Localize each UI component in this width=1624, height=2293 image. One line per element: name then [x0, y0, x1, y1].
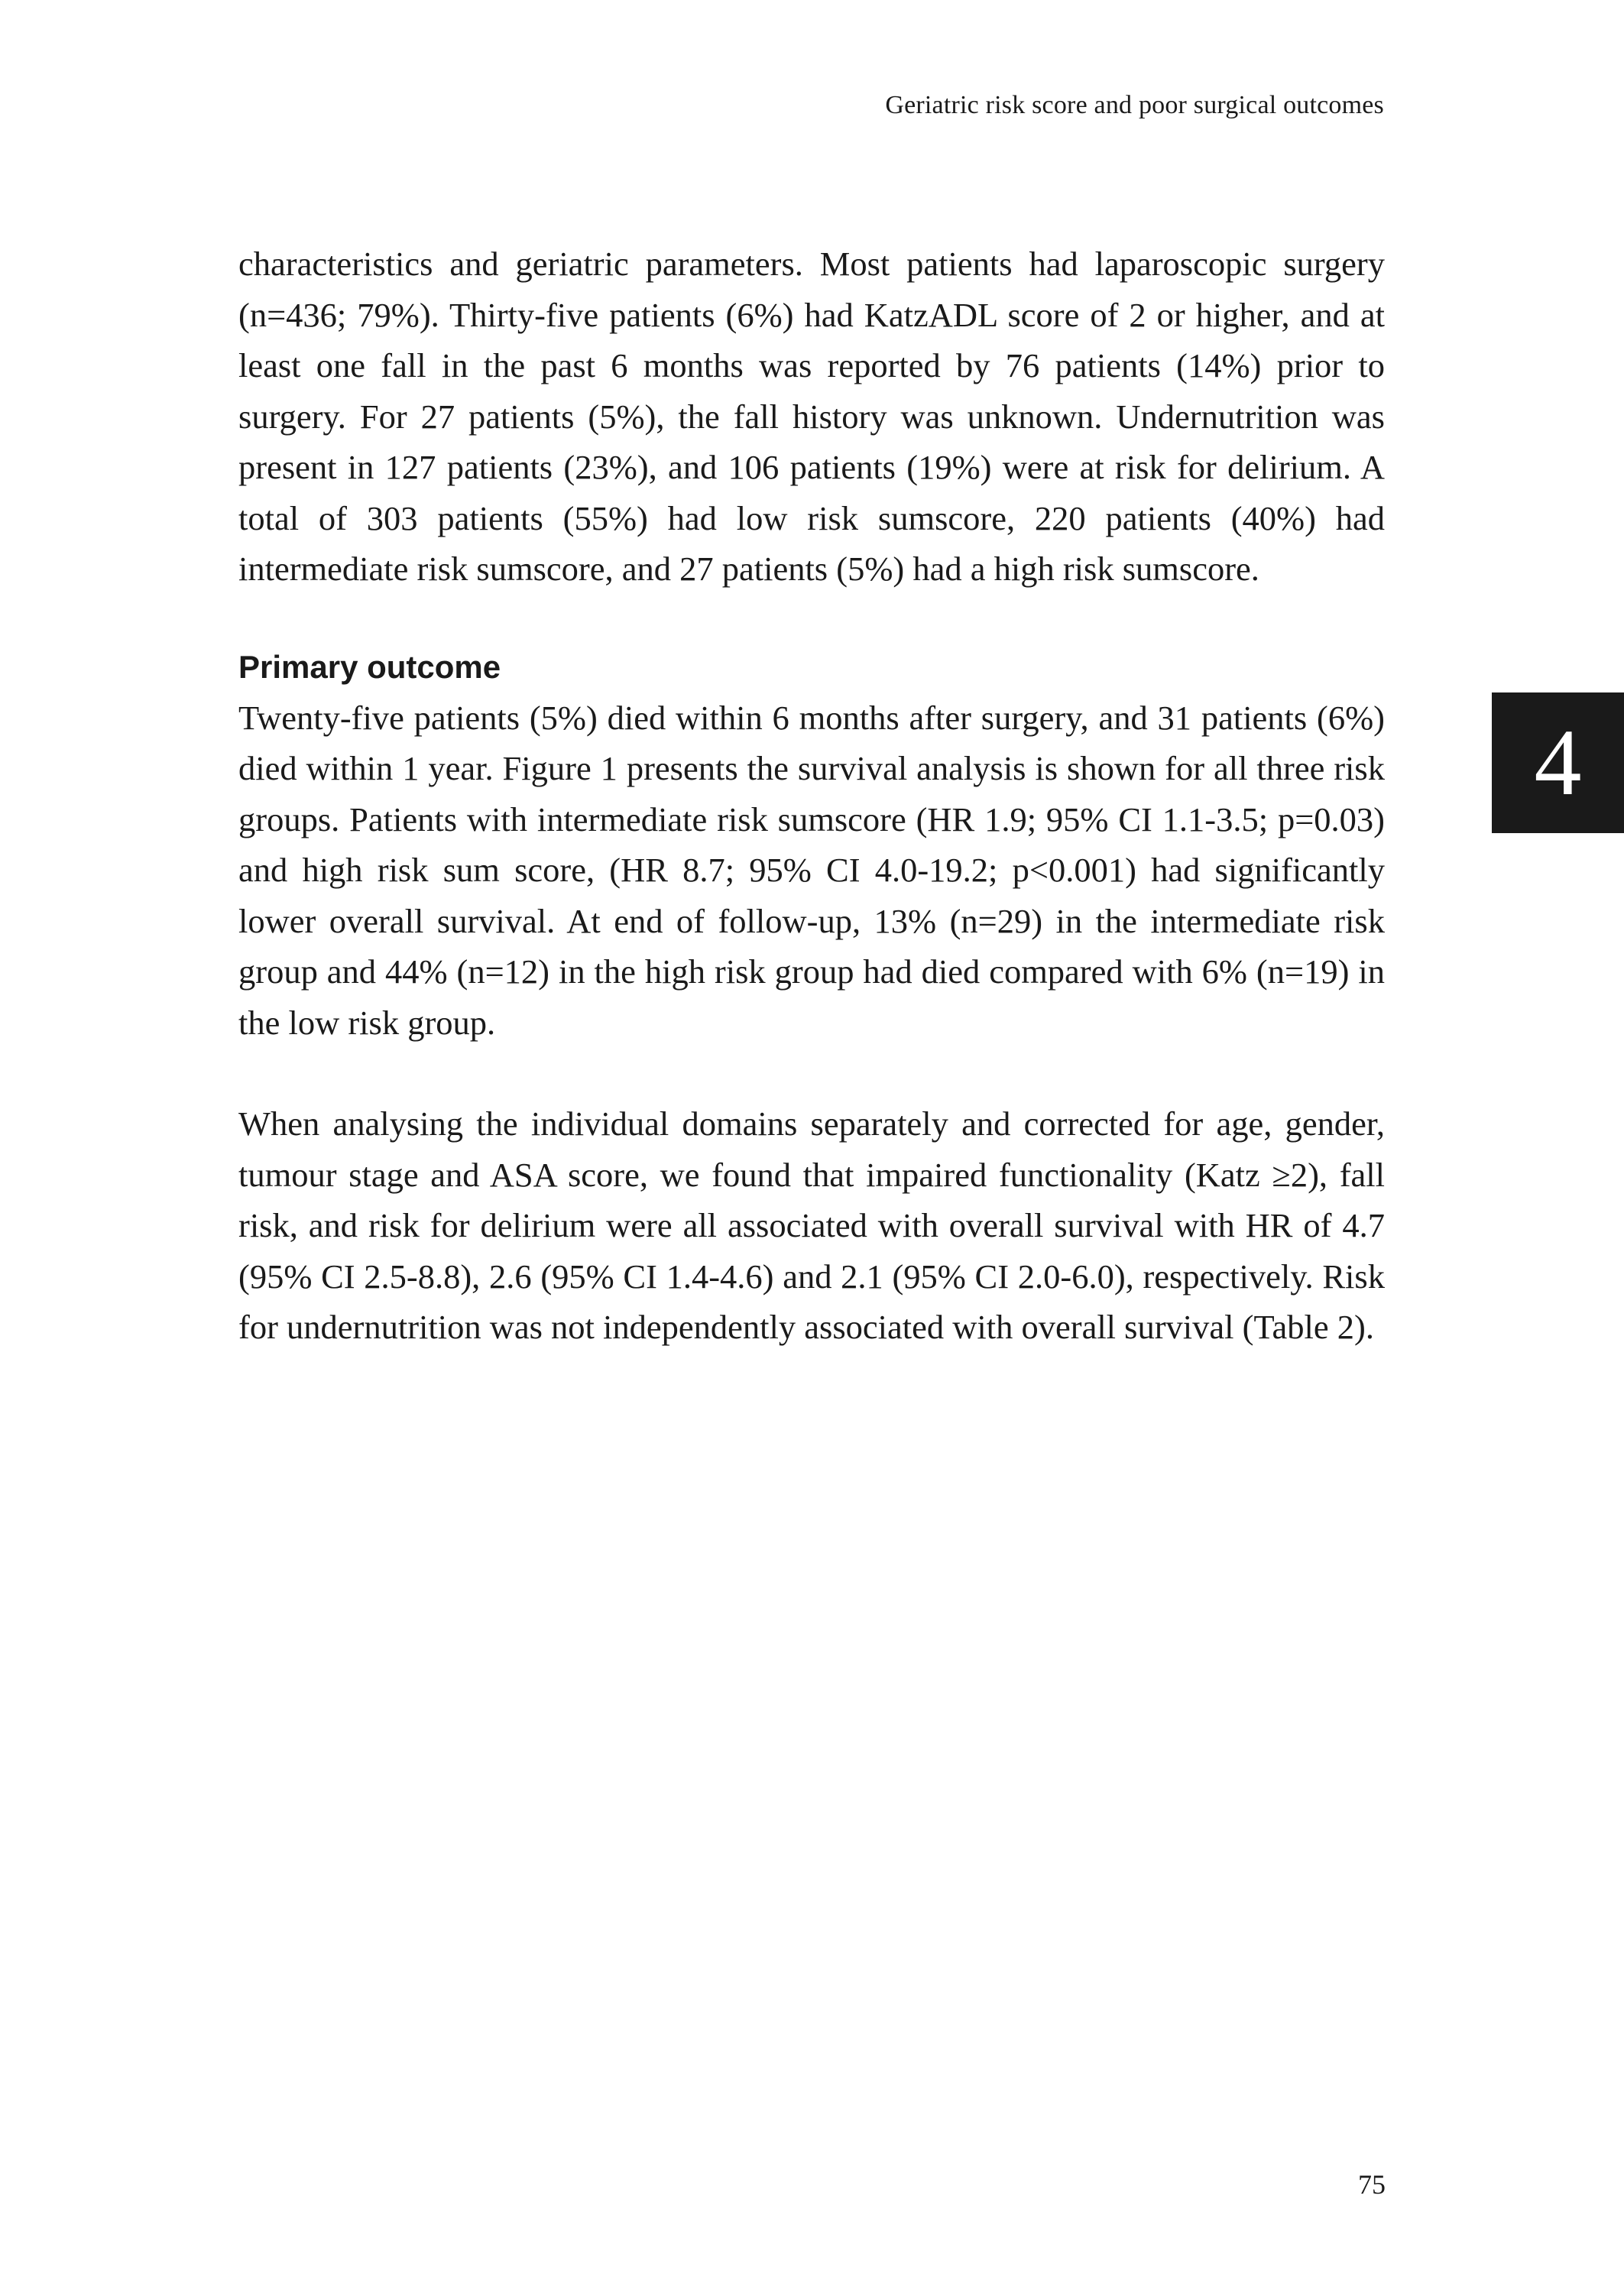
- body-text: [238, 238, 1385, 1353]
- chapter-number: 4: [1534, 710, 1582, 815]
- paragraph-results-characteristics: characteristics and geriatric parameters. Most patients had laparoscopic surgery (n=436; 79%). Thirty-five patients (6%) had KatzADL score of 2 or higher, and at least one fall in the past 6 months was reported by 76 patients (14%) prior to surgery. For 27 patients (5%), the fall history was unknown. Undernutrition was present in 127 patients (23%), and 106 patients (19%) were at risk for delirium. A total of 303 patients (55%) had low risk sumscore, 220 patients (40%) had intermediate risk sumscore, and 27 patients (5%) had a high risk sumscore.: [238, 245, 1385, 588]
- section-heading-primary-outcome: Primary outcome: [238, 648, 501, 685]
- chapter-tab: [1492, 692, 1624, 833]
- running-header: Geriatric risk score and poor surgical outcomes: [885, 91, 1384, 119]
- paragraph-primary-outcome: Twenty-five patients (5%) died within 6 months after surgery, and 31 patients (6%) died within 1 year. Figure 1 presents the survival analysis is shown for all three risk groups. Patients with intermediate risk sumscore (HR 1.9; 95% CI 1.1-3.5; p=0.03) and high risk sum score, (HR 8.7; 95% CI 4.0-19.2; p<0.001) had significantly lower overall survival. At end of follow-up, 13% (n=29) in the intermediate risk group and 44% (n=12) in the high risk group had died compared with 6% (n=19) in the low risk group.: [238, 698, 1385, 1042]
- page-number: 75: [1358, 2169, 1386, 2200]
- paragraph-individual-domains: When analysing the individual domains separately and corrected for age, gender, tumour stage and ASA score, we found that impaired functionality (Katz ≥2), fall risk, and risk for delirium were all associated with overall survival with HR of 4.7 (95% CI 2.5-8.8), 2.6 (95% CI 1.4-4.6) and 2.1 (95% CI 2.0-6.0), respectively. Risk for undernutrition was not independently associated with overall survival (Table 2).: [238, 1104, 1385, 1346]
